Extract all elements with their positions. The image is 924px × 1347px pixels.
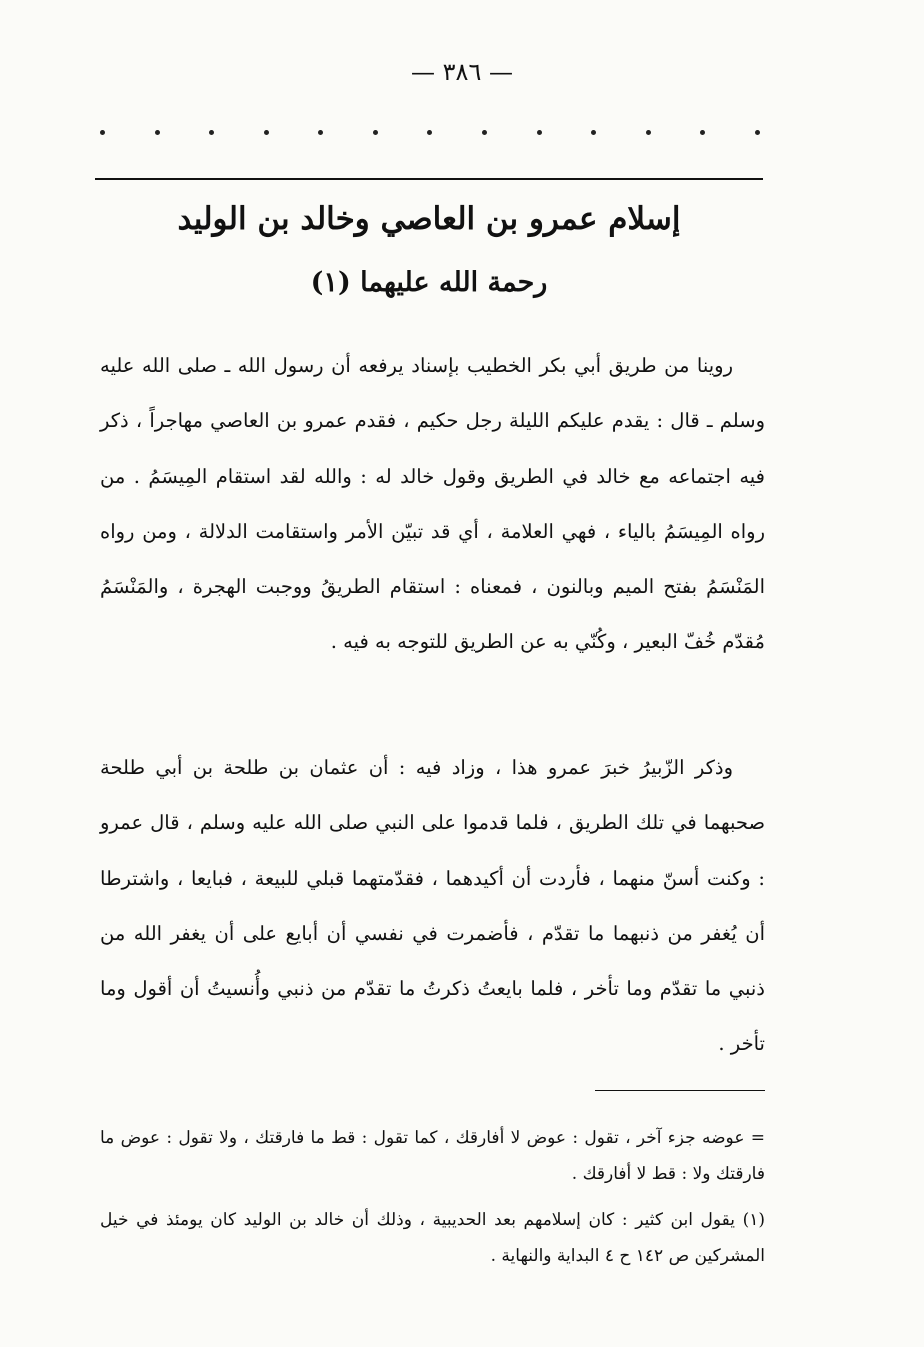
paragraph-text: روينا من طريق أبي بكر الخطيب بإسناد يرفعه أن رسول الله ـ صلى الله عليه وسلم ـ قال : يقدم عليكم الليلة رجل حكيم ، فقدم عمرو بن العاصي مهاجراً ، ذكر فيه اجتماعه مع خالد في الطريق وقول خالد له : والله لقد استقام المِيسَمُ . من رواه المِيسَمُ بالياء ، فهي العلامة ، أي قد تبيّن الأمر واستقامت الدلالة ، ومن رواه المَنْسَمُ بفتح الميم وبالنون ، فمعناه : استقام الطريقُ ووجبت الهجرة ، والمَنْسَمُ مُقدّم خُفّ البعير ، وكُنّي به عن الطريق للتوجه به فيه . [100, 354, 765, 654]
footnote-rule [595, 1090, 765, 1091]
separator-dot [155, 130, 160, 135]
body-paragraph-1 [100, 338, 765, 670]
separator-dot [646, 130, 651, 135]
header-rule [95, 178, 763, 180]
footnote-continuation: = عوضه جزء آخر ، تقول : عوض لا أفارقك ، كما تقول : قط ما فارقتك ، ولا تقول : عوض ما فارقتك ولا : قط لا أفارقك . [100, 1128, 765, 1184]
separator-dot [100, 130, 105, 135]
separator-dot [591, 130, 596, 135]
separator-dot [755, 130, 760, 135]
chapter-title: إسلام عمرو بن العاصي وخالد بن الوليد [177, 201, 681, 237]
separator-dot [209, 130, 214, 135]
separator-dot [373, 130, 378, 135]
dot-separator [100, 130, 760, 135]
page-number: — ٣٨٦ — [411, 58, 513, 86]
separator-dot [700, 130, 705, 135]
footnote-1: (١) يقول ابن كثير : كان إسلامهم بعد الحديبية ، وذلك أن خالد بن الوليد كان يومئذ في خيل المشركين ص ١٤٢ ح ٤ البداية والنهاية . [100, 1210, 765, 1266]
separator-dot [264, 130, 269, 135]
separator-dot [318, 130, 323, 135]
chapter-subtitle: رحمة الله عليهما (١) [310, 267, 548, 298]
footnotes [100, 1120, 765, 1274]
paragraph-text: وذكر الزّبيرُ خبرَ عمرو هذا ، وزاد فيه : أن عثمان بن طلحة بن أبي طلحة صحبهما في تلك الطريق ، فلما قدموا على النبي صلى الله عليه وسلم ، قال عمرو : وكنت أسنّ منهما ، فأردت أن أكيدهما ، فقدّمتهما قبلي للبيعة ، فبايعا ، واشترطا أن يُغفر من ذنبهما ما تقدّم ، فأضمرت في نفسي أن أبايع على أن يغفر الله من ذنبي ما تقدّم وما تأخر ، فلما بايعتُ ذكرتُ ما تقدّم من ذنبي وأُنسيتُ أن أقول وما تأخر . [100, 756, 765, 1056]
separator-dot [482, 130, 487, 135]
separator-dot [427, 130, 432, 135]
body-paragraph-2 [100, 740, 765, 1072]
separator-dot [537, 130, 542, 135]
